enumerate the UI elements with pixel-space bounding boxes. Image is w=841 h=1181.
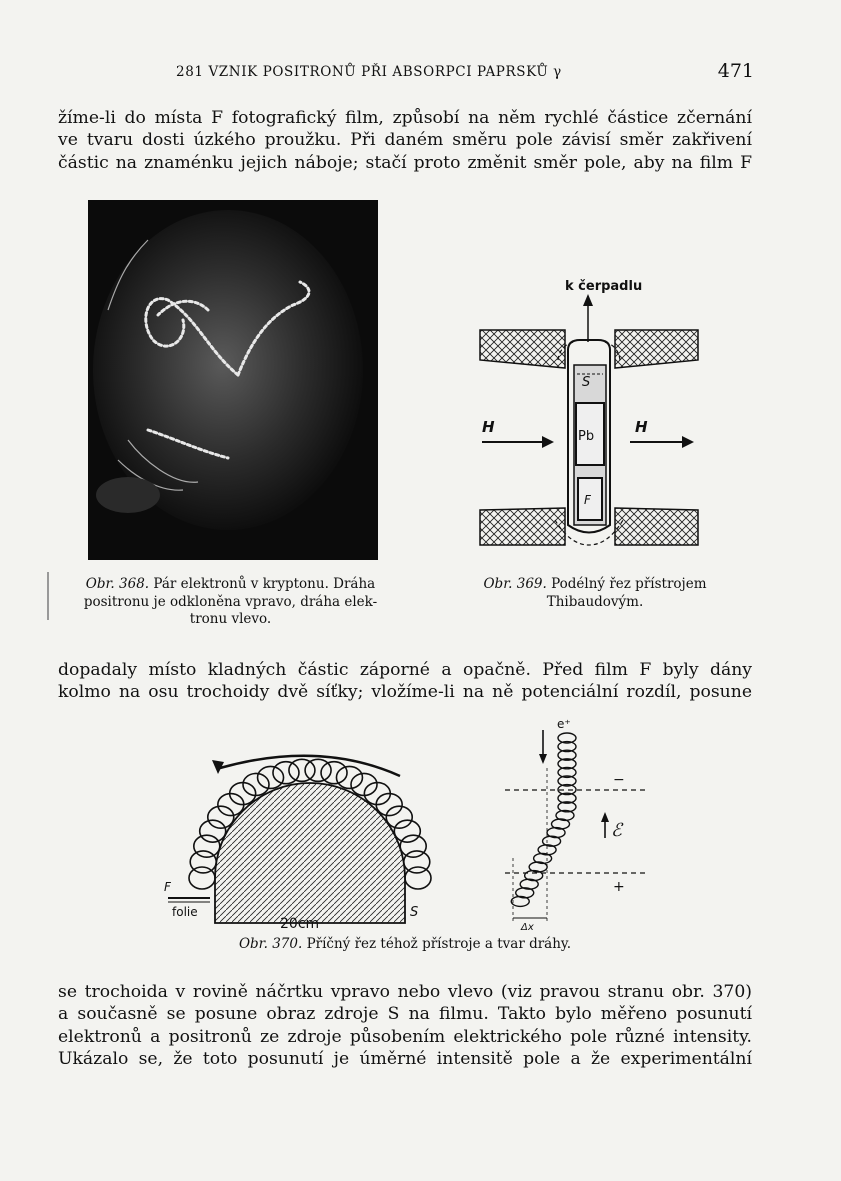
- text-line: se trochoida v rovině náčrtku vpravo nebo vlevo (viz pravou stranu obr. 370): [58, 982, 752, 1002]
- foil-label: folie: [172, 905, 198, 919]
- minus-label: −: [613, 772, 625, 788]
- text-line: Ukázalo se, že toto posunutí je úměrné intensitě pole a že experimentální: [58, 1049, 752, 1070]
- shift-label: Δx: [521, 922, 534, 933]
- paragraph-3: [58, 981, 752, 1071]
- text-line: a současně se posune obraz zdroje S na filmu. Takto bylo měřeno posunutí: [58, 1004, 752, 1025]
- text-line: ve tvaru dosti úzkého proužku. Při daném směru pole závisí směr zakřivení: [58, 130, 752, 151]
- field-label-right: H: [635, 418, 648, 436]
- trochoid-ring: [190, 851, 216, 873]
- caption-fig368: [58, 576, 403, 629]
- text-line: částic na znaménku jejich náboje; stačí proto změnit směr pole, aby na film F: [58, 152, 752, 173]
- margin-mark: [47, 572, 49, 620]
- trochoid-ring: [208, 806, 234, 828]
- size-label: 20cm: [280, 916, 320, 932]
- apparatus-cross-section: [160, 748, 460, 933]
- pump-label: k čerpadlu: [565, 279, 643, 294]
- cloud-chamber-photo: [88, 200, 378, 560]
- figure-label: Obr. 368.: [85, 576, 150, 592]
- magnet-pole-top-left: [480, 330, 565, 368]
- caption-line: Pár elektronů v kryptonu. Dráha: [153, 576, 376, 592]
- trochoid-ring: [200, 820, 226, 842]
- source-label: S: [410, 905, 419, 920]
- magnet-pole-top-right: [615, 330, 698, 368]
- trochoid-ring: [386, 806, 412, 828]
- apparatus-longitudinal-section: [470, 270, 710, 560]
- trochoid-shift-diagram: [495, 708, 690, 933]
- source-label: S: [582, 375, 591, 390]
- field-label-left: H: [482, 418, 495, 436]
- film-label: F: [584, 493, 591, 507]
- trochoid-ring: [405, 867, 431, 889]
- caption-fig369: [460, 576, 730, 611]
- positron-label: e⁺: [557, 717, 571, 731]
- lead-label: Pb: [578, 429, 595, 444]
- film-letter-label: F: [164, 880, 171, 894]
- magnet-pole-bottom-right: [615, 508, 698, 545]
- caption-line: positronu je odkloněna vpravo, dráha elek-: [83, 593, 378, 610]
- coil-turn: [511, 896, 529, 906]
- trochoid-ring: [258, 766, 284, 788]
- magnet-pole-bottom-left: [480, 508, 565, 545]
- paragraph-2: [58, 659, 752, 704]
- trochoid-ring: [321, 762, 347, 784]
- text-line: kolmo na osu trochoidy dvě síťky; vložíme-li na ně potenciální rozdíl, posune: [58, 682, 752, 703]
- figure-label: Obr. 369.: [483, 576, 547, 592]
- text-line: dopadaly místo kladných částic záporné a opačně. Před film F byly dány: [58, 660, 752, 680]
- running-title: 281 VZNIK POSITRONŮ PŘI ABSORPCI PAPRSKŮ γ: [176, 64, 562, 80]
- trochoid-ring: [394, 820, 420, 842]
- text-line: elektronů a positronů ze zdroje působením elektrického pole různé intensity.: [58, 1026, 752, 1047]
- paragraph-1: [58, 107, 752, 174]
- caption-fig370: [160, 936, 650, 954]
- caption-line: Thibaudovým.: [546, 593, 644, 610]
- caption-line: Příčný řez téhož přístroje a tvar dráhy.: [306, 936, 572, 952]
- figure-label: Obr. 370.: [238, 936, 303, 952]
- page-number: 471: [717, 60, 754, 82]
- plus-label: +: [613, 879, 625, 895]
- trochoid-ring: [194, 835, 220, 857]
- trochoid-ring: [400, 835, 426, 857]
- caption-line: Podélný řez přístrojem: [551, 576, 707, 592]
- page-header: [58, 60, 754, 86]
- text-line: žíme-li do místa F fotografický film, způsobí na něm rychlé částice zčernání: [58, 108, 752, 128]
- caption-line: tronu vlevo.: [189, 611, 272, 627]
- trochoid-ring: [336, 766, 362, 788]
- trochoid-ring: [289, 759, 315, 781]
- field-label: ℰ: [611, 820, 622, 841]
